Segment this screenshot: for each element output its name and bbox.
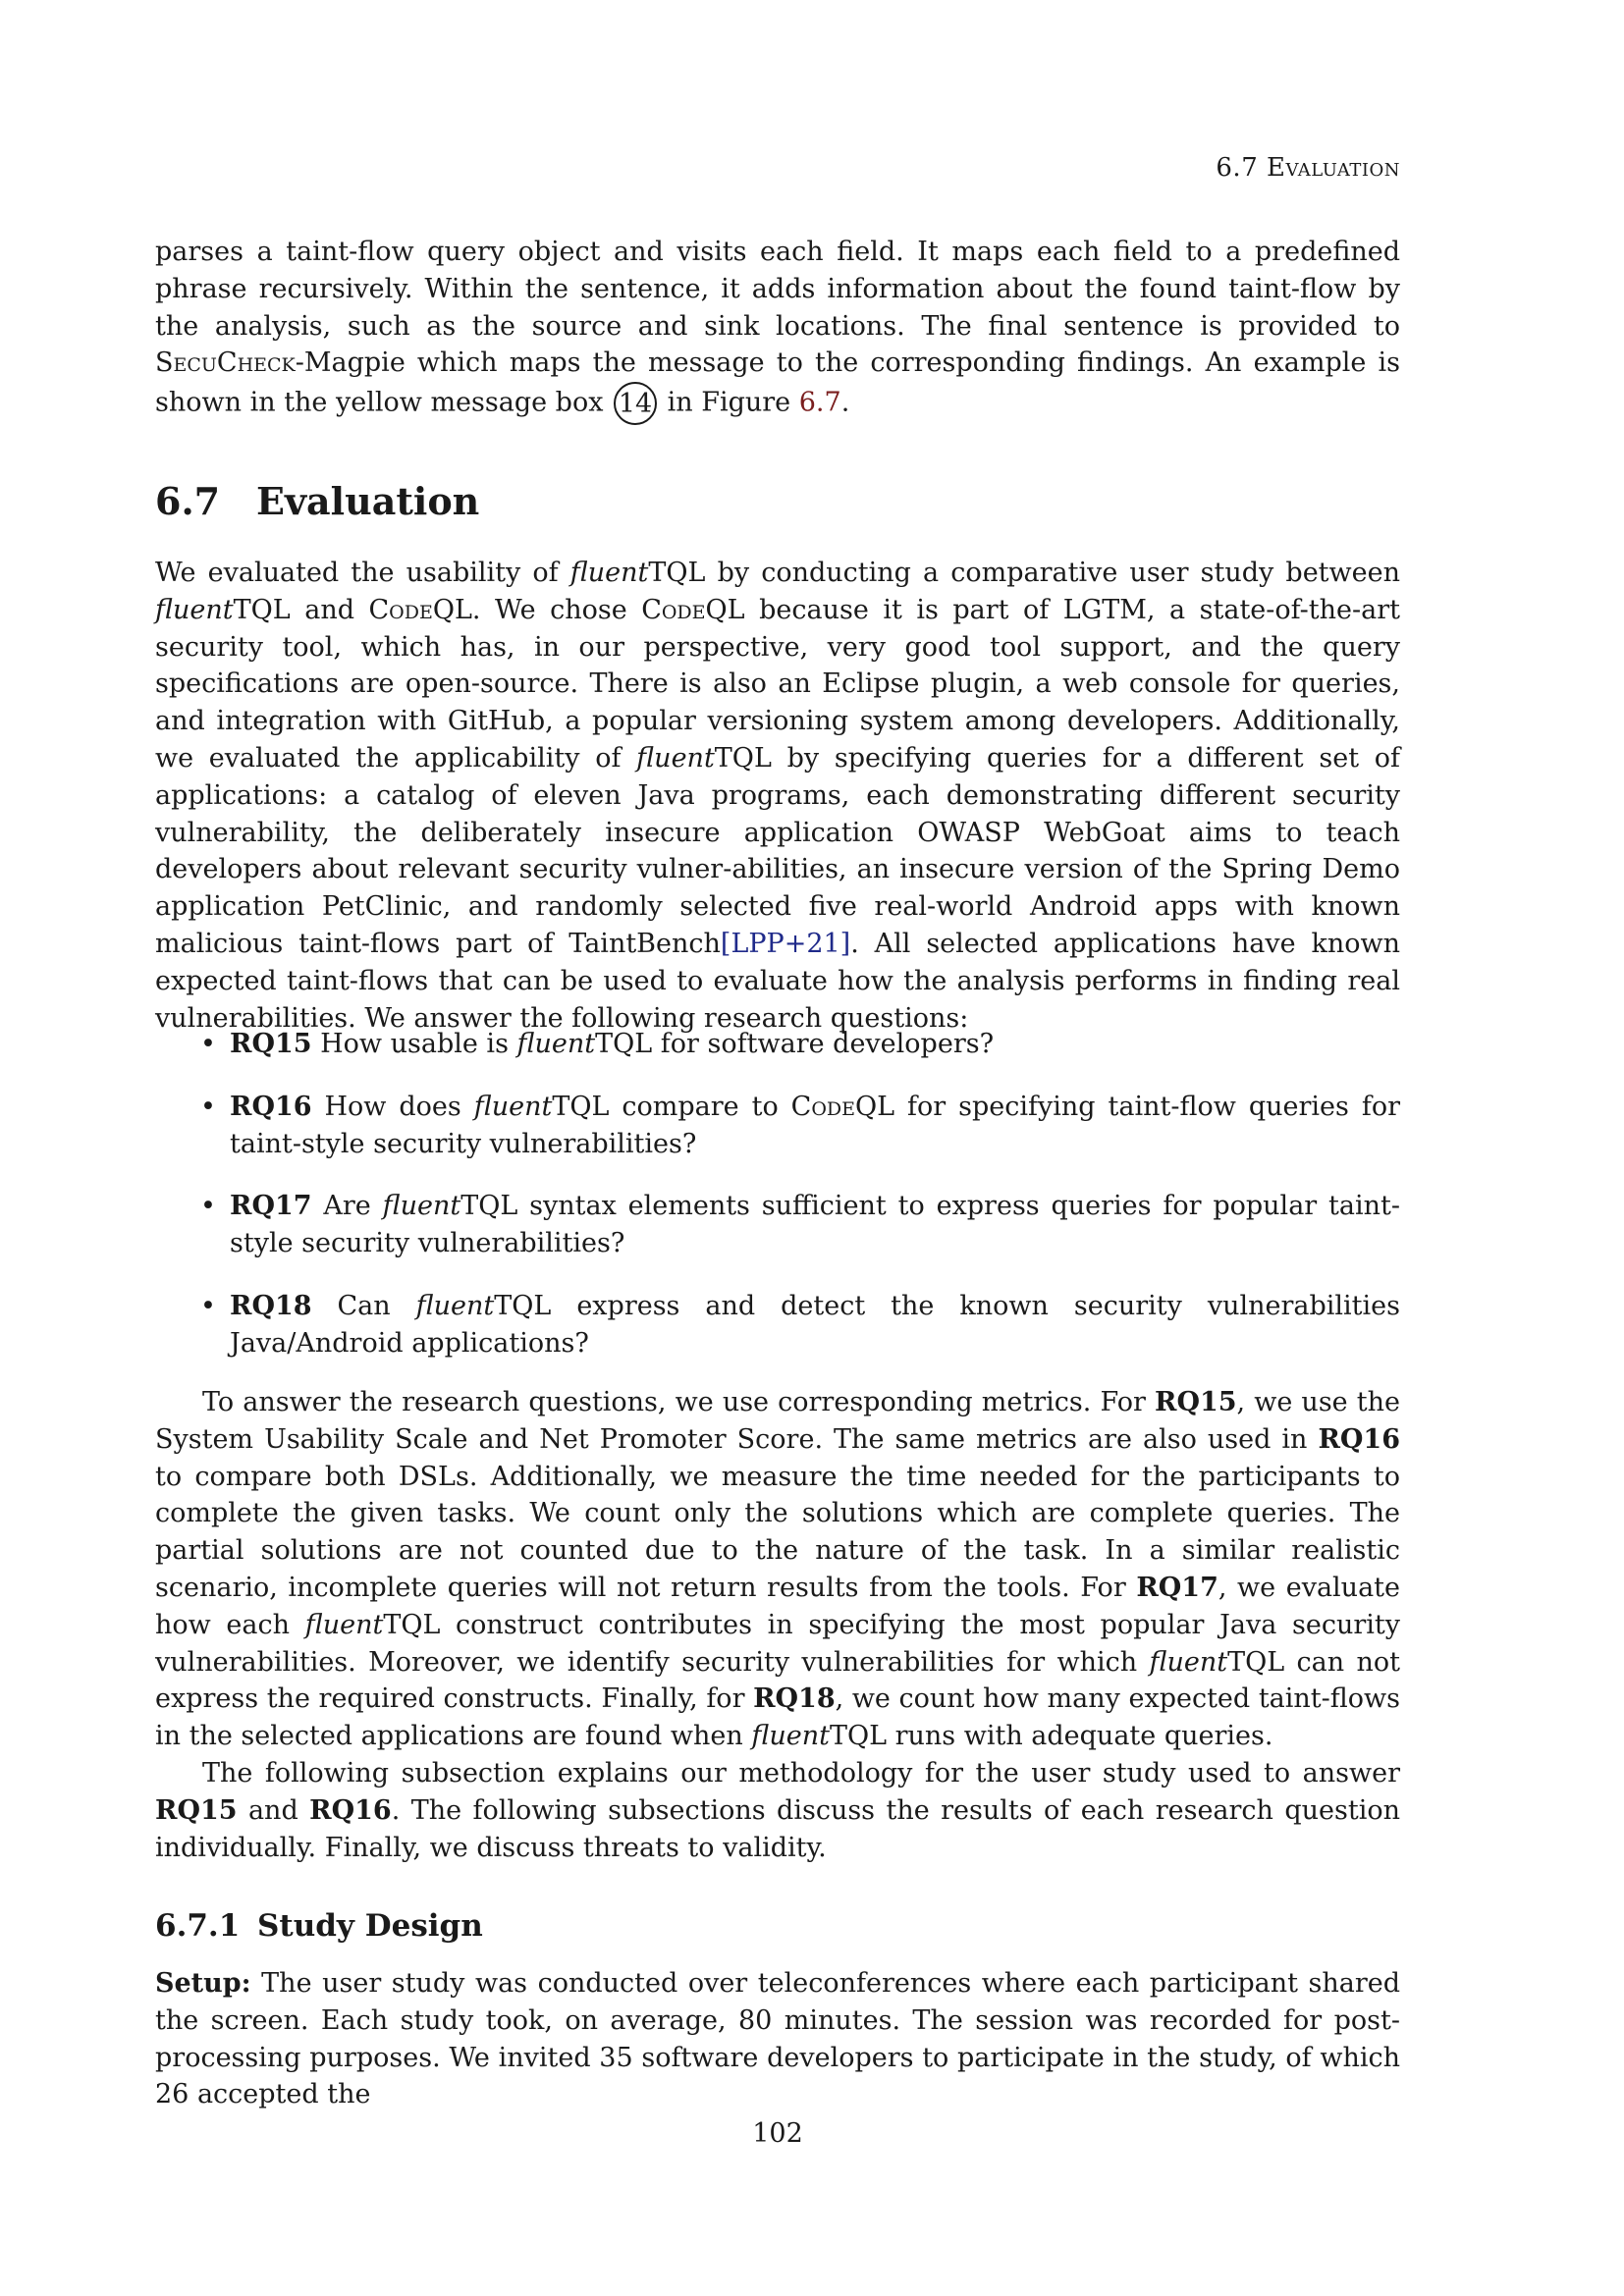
setup-paragraph <box>155 1965 1400 2113</box>
fluent-word: fluent <box>155 594 234 625</box>
intro-paragraph <box>155 234 1400 425</box>
metrics-paragraph <box>155 1384 1400 1866</box>
para3-text: construct contributes in specifying the most popular Java security vulnerabilities. Moreover, we identify security vulnerabilities for which <box>155 1609 1400 1678</box>
rq-ref: RQ16 <box>309 1794 392 1826</box>
rq-ref: RQ15 <box>155 1794 238 1826</box>
bullet-icon: • <box>200 1191 216 1222</box>
para2-text: by specifying queries for a different set of applications: a catalog of eleven Java programs, each demonstrating different security vulnerability, the deliberately insecure application OWASP WebGoat aims to teach developers about relevant security vulner-abilities, an insecure version of the Spring Demo application PetClinic, and randomly selected five real-world Android apps with known malicious taint-flows part of TaintBench <box>155 742 1401 959</box>
rq-id: RQ15 <box>230 1029 312 1059</box>
rq-text: express and detect the known security vulnerabilities Java/Android applications? <box>230 1290 1400 1359</box>
para3-text: The following subsection explains our methodology for the user study used to answer <box>202 1757 1400 1789</box>
rq-id: RQ16 <box>230 1091 312 1122</box>
para3-text: runs with adequate queries. <box>887 1721 1273 1752</box>
rq-ref: RQ15 <box>1155 1387 1237 1417</box>
tql-word: TQL <box>595 1029 653 1059</box>
fluent-word: fluent <box>382 1191 461 1222</box>
section-number: 6.7 <box>155 479 221 523</box>
subsection-title: Study Design <box>257 1908 483 1944</box>
para1-text: . <box>840 387 850 418</box>
list-item <box>155 1089 1400 1163</box>
setup-text: The user study was conducted over teleconferences where each participant shared the screen. Each study took, on average, 80 minutes. The session was recorded for post-processing purposes. We invited 35 software developers to participate in the study, of which 26 accepted the <box>155 1968 1400 2110</box>
metrics-paragraph-1 <box>155 1384 1400 1755</box>
para3-text: To answer the research questions, we use corresponding metrics. For <box>202 1387 1155 1417</box>
rq-text: How usable is <box>311 1029 517 1059</box>
setup-label: Setup: <box>155 1968 251 1999</box>
tql-word: TQL <box>648 558 706 588</box>
rq-ref: RQ17 <box>1136 1572 1218 1603</box>
tql-word: TQL <box>494 1290 552 1321</box>
rq-text: compare to <box>609 1091 791 1122</box>
subsection-heading <box>155 1908 483 1944</box>
rq-ref: RQ16 <box>1318 1423 1400 1455</box>
tql-word: TQL <box>714 742 772 774</box>
circled-marker: 14 <box>614 382 657 425</box>
fluent-word: fluent <box>751 1721 830 1752</box>
tql-word: TQL <box>1227 1646 1285 1678</box>
list-item <box>155 1026 1400 1063</box>
para2-text: We evaluated the usability of <box>155 558 570 588</box>
rq-text: Can <box>311 1290 416 1321</box>
fluent-word: fluent <box>1149 1646 1228 1678</box>
para3-text: and <box>237 1794 310 1826</box>
bullet-icon: • <box>200 1091 216 1122</box>
para3-text: . The following subsections discuss the results of each research question individually. Finally, we discuss threats to validity. <box>155 1794 1401 1863</box>
rq-text: Are <box>311 1191 383 1222</box>
para2-text: by conducting a comparative user study between <box>705 558 1400 588</box>
page-number: 102 <box>752 2118 803 2149</box>
section-title: Evaluation <box>256 479 480 523</box>
evaluation-paragraph <box>155 555 1400 1037</box>
section-heading <box>155 479 479 523</box>
rq-text: for specifying taint-flow queries for taint-style security vulnerabilities? <box>230 1091 1400 1159</box>
para2-text: and <box>290 594 369 625</box>
fluent-word: fluent <box>516 1029 596 1059</box>
rq-text: syntax elements sufficient to express queries for popular taint-style security vulnerabilities? <box>230 1191 1400 1259</box>
para3-text: , we use the System Usability Scale and Net Promoter Score. The same metrics are also used in <box>155 1387 1400 1455</box>
fluent-word: fluent <box>473 1091 553 1122</box>
research-questions-list <box>155 1026 1400 1388</box>
figure-reference-link[interactable]: 6.7 <box>798 387 841 418</box>
bullet-icon: • <box>200 1290 216 1321</box>
tql-word: TQL <box>552 1091 610 1122</box>
running-head-number: 6.7 <box>1216 153 1259 183</box>
para1-text: in Figure <box>659 387 799 418</box>
rq-text: for software developers? <box>652 1029 995 1059</box>
codeql-word: CodeQL <box>790 1091 895 1122</box>
para3-text: , we count how many expected taint-flows in the selected applications are found when <box>155 1683 1400 1752</box>
para1-text: parses a taint-flow query object and visits each field. It maps each field to a predefined phrase recursively. Within the sentence, it adds information about the found taint-flow by the analysis, such as the source and sink locations. The final sentence is provided to <box>155 237 1400 342</box>
fluent-word: fluent <box>569 558 649 588</box>
rq-id: RQ17 <box>230 1191 312 1222</box>
list-item <box>155 1288 1400 1362</box>
tql-word: TQL <box>233 594 291 625</box>
running-head <box>1216 153 1400 183</box>
tql-word: TQL <box>383 1609 441 1640</box>
metrics-paragraph-2 <box>155 1755 1400 1866</box>
fluent-word: fluent <box>636 742 715 774</box>
running-head-title: Evaluation <box>1267 153 1400 183</box>
para2-text: . All selected applications have known expected taint-flows that can be used to evaluate how the analysis performs in finding real vulnerabilities. We answer the following research questions: <box>155 928 1400 1034</box>
tool-name: SecuCheck <box>155 347 296 379</box>
bullet-icon: • <box>200 1029 216 1059</box>
para1-text: -Magpie which maps the message to the corresponding findings. An example is shown in the yellow message box <box>155 347 1400 418</box>
para3-text: to compare both DSLs. Additionally, we measure the time needed for the participants to complete the given tasks. We count only the solutions which are complete queries. The partial solutions are not counted due to the nature of the task. In a similar realistic scenario, incomplete queries will not return results from the tools. For <box>155 1461 1400 1603</box>
para2-text: . We chose <box>471 594 642 625</box>
tql-word: TQL <box>829 1721 888 1752</box>
fluent-word: fluent <box>415 1290 495 1321</box>
para3-text: , we evaluate how each <box>155 1572 1400 1640</box>
rq-id: RQ18 <box>230 1290 312 1321</box>
tql-word: TQL <box>460 1191 518 1222</box>
subsection-number: 6.7.1 <box>155 1908 241 1944</box>
fluent-word: fluent <box>304 1609 384 1640</box>
rq-ref: RQ18 <box>753 1683 836 1715</box>
codeql-word: CodeQL <box>641 594 745 625</box>
list-item <box>155 1188 1400 1262</box>
para2-text: because it is part of LGTM, a state-of-the-art security tool, which has, in our perspective, very good tool support, and the query specifications are open-source. There is also an Eclipse plugin, a web console for queries, and integration with GitHub, a popular versioning system among developers. Additionally, we evaluated the applicability of <box>155 594 1400 774</box>
codeql-word: CodeQL <box>368 594 472 625</box>
rq-text: How does <box>311 1091 474 1122</box>
para3-text: can not express the required constructs. Finally, for <box>155 1646 1400 1715</box>
citation-link[interactable]: [LPP+21] <box>720 928 851 959</box>
